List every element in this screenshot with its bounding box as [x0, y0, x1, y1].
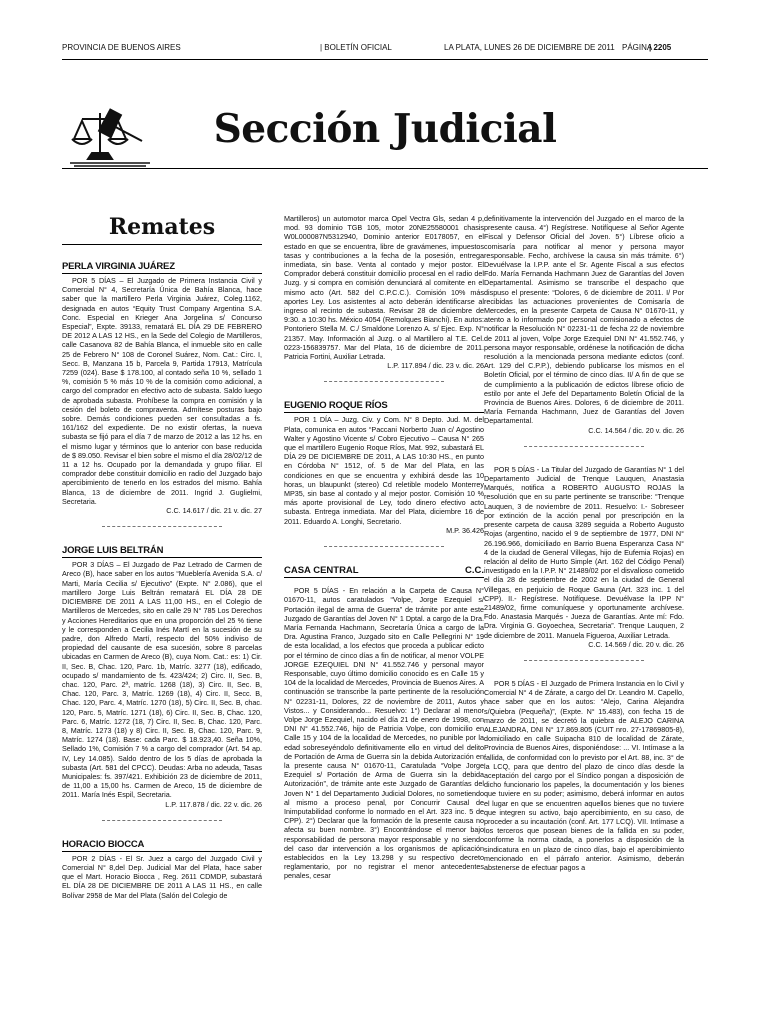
header-page-number: | 2205	[649, 43, 672, 52]
column-2	[284, 214, 484, 1014]
header-date: LA PLATA, LUNES 26 DE DICIEMBRE DE 2011	[444, 43, 615, 52]
notice-name: PERLA VIRGINIA JUÁREZ	[62, 261, 262, 274]
notice-body: POR 5 DÍAS - La Titular del Juzgado de Garantías N° 1 del Departamento Judicial de Trenque Lauquen, Anastasia Marqués, notifica a ROBERTO AUGUSTO ROJAS la resolución que en su parte pertinente se transcribe: “Trenque Lauquen, 3 de noviembre de 2011. Resuelvo: I.- Sobreseer por extinción de la acción penal por prescripción en la presente carpeta de causa 3289 seguida a Roberto Augusto Rojas (argentino, nacido el 9 de septiembre de 1977, DNI N° 26.196.966, domiciliado en Barrio Buena Esperanza Casa N° 4 de la ciudad de General Villegas, hijo de Eufemia Rojas) en relación al delito de Hurto Simple (Art. 162 del Código Penal) investigado en la I.P.P. N° 21489/02 por el disvalioso cometido el día 28 de septiembre de 2002 en la ciudad de General Villegas, en perjuicio de Roque Gauna (Art. 323 inc. 1 del CPP). II.- Regístrese. Notifíquese. Devuélvase la IPP N° 21489/02, firme comuníquese y oportunamente archívese. Fdo. Anastasia Marqués - Jueza de Garantías. Ante mí: Fdo. Dra. Virginia G. Goyoechea, Secretaria”. Trenque Lauquen, 2 de diciembre de 2011. Manuela Figueroa, Auxiliar Letrada.	[484, 464, 684, 640]
section-title: Sección Judicial	[213, 106, 557, 152]
notice-signature: L.P. 117.878 / dic. 22 v. dic. 26	[165, 799, 262, 809]
notice-signature: C.C. 14.564 / dic. 20 v. dic. 26	[588, 425, 684, 435]
notice-signature: C.C. 14.569 / dic. 20 v. dic. 26	[588, 639, 684, 649]
notice-body: POR 5 DÍAS - El Juzgado de Primera Instancia en lo Civil y Comercial N° 4 de Zárate, a cargo del Dr. Leandro M. Capello, hace saber que en los autos: “Alejo, Carina Alejandra s/Quiebra (Pequeña)”, (Expte. N° 15.483), con fecha 15 de marzo de 2011, se decretó la quiebra de ALEJO CARINA ALEJANDRA, DNI N° 17.869.805 (CUIT nro. 27-17869805-8), domiciliado en calle Suipacha 810 de localidad de Zárate, Provincia de Buenos Aires, disponiéndose: ... VI. Intímase a la fallida, de conformidad con lo previsto por el Art. 88, inc. 3° de la LCQ, para que dentro del plazo de cinco días desde la aceptación del cargo por el Síndico pongan a disposición de dicho funcionario los papeles, la documentación y los bienes que tuviere en su poder; asimismo, deberá informar en autos el lugar en que se encuentren aquellos bienes que no tuviere que integren su activo, bajo apercibimiento, en su caso, de proceder a su incautación (conf. Art. 177 LCQ). VII. Intímase a los terceros que posean bienes de la fallida en su poder, conforme la norma citada, a ponerlos a disposición de la sindicatura en un plazo de cinco días, bajo el apercibimiento mencionado en el párrafo anterior. Asimismo, deberán abstenerse de efectuar pagos a	[484, 678, 684, 872]
notice-body: POR 1 DÍA – Juzg. Civ. y Com. N° 8 Depto. Jud. M. del Plata, comunica en autos “Paccani Norberto Juan c/ Agostino Walter y Agostino Vicente s/ Cobro Ejecutivo – Causa N° 265 que el martillero Eugenio Roque Ríos, Mat. 992, subastará EL DÍA 29 DE DICIEMBRE DE 2011, A LAS 10:30 HS., en punto en Córdoba N° 1512, of. 5 de Mar del Plata, en las condiciones en que se encuentra y exhibirá desde las 10 horas, un blaupunkt (stereo) Cd reletible modelo Monterrey MP35, sin base al contado y al mejor postor. Comisión 10 % más aporte provisional de Ley, todo dinero efectivo acto subasta. Entrega inmediata. Mar del Plata, diciembre 16 de 2011. Eduardo A. Longhi, Secretario.	[284, 415, 484, 526]
notice-body: POR 2 DÍAS - El Sr. Juez a cargo del Juzgado Civil y Comercial N° 8,del Dep. Judicial Mar del Plata, hace saber que el Mart. Horacio Biocca , Reg. 2611 CDMDP, subastará EL DÍA 28 DE DICIEMBRE DE 2011 A LAS 11 HS., en calle Bolívar 2958 de Mar del Plata (Salón del Colegio de	[62, 853, 262, 900]
notice-name: HORACIO BIOCCA	[62, 839, 262, 852]
running-header	[62, 43, 708, 57]
section-rule	[62, 168, 708, 169]
notice-body: definitivamente la intervención del Juzgado en el marco de la presente causa. 4°) Regístrese. Notifíquese al Señor Agente Fiscal y Defensor Oficial del Joven. 5°) Líbrese oficio a comisaría para notificar al menor y persona mayor responsable. Fecho, archívese la causa sin más trámite. 6°) Devuélvase la I.P.P. ante el Sr. Agente Fiscal a sus efectos Fdo. María Fernanda Hachmann Juez de Garantías del Joven Departamental. Asimismo se transcribe el despacho que dispuso el presente: “Dolores, 6 de diciembre de 2011. I/ Por recibidas las actuaciones provenientes de Comisaría de Mercedes, en la presente Carpeta de Causa N° 01670-11, y atento a lo informado por personal comisionado a efectos de notificar la Resolución N° 02231-11 de fecha 22 de noviembre de 2011 al joven, Volpe Jorge Ezequiel DNI N° 41.552.746, y persona mayor responsable, ordénese la notificación de dicha resolución a la mencionada persona mediante edictos (conf. Art. 129 del C.P.P.), debiendo publicarse los mismos en el Boletín Oficial, por el término de cinco días. II/ A fin de que se de cumplimiento a la publicación de edictos líbrese oficio de estilo por ante el Jefe del Departamento Boletín Oficial de la Provincia de Buenos Aires. Dolores, 6 de diciembre de 2011. María Fernanda Hachmann, Juez de Garantías del Joven Departamental.	[484, 214, 684, 426]
notice-signature: L.P. 117.894 / dic. 23 v. dic. 26	[387, 361, 484, 371]
header-publication: | BOLETÍN OFICIAL	[320, 43, 392, 52]
casa-central-code: C.C.	[465, 565, 484, 577]
divider	[62, 244, 262, 245]
column-3	[484, 214, 684, 1014]
header-page-label: PÁGINA	[622, 43, 653, 52]
notice-name: EUGENIO ROQUE RÍOS	[284, 400, 484, 413]
divider	[324, 546, 444, 547]
remates-heading: Remates	[108, 214, 216, 240]
column-1	[62, 214, 262, 1014]
header-rule	[62, 59, 708, 60]
notice-body: POR 5 DÍAS – El Juzgado de Primera Instancia Civil y Comercial N° 4, Secretaría Única de Bahía Blanca, hace saber que la martillero Perla Virginia Juárez, Coleg.1162, designada en autos “Equity Trust Company Argentina S.A. Conc. Especial en Krieger Ana Jorgelina s/ Concurso Especial”, Expte. 39133, rematará EL DÍA 29 DE FEBRERO DE 2012 A LAS 12 HS., en la Sede del Colegio de Martilleros, calle Casanova 82 de Bahía Blanca, el inmueble sito en calle 25 de Febrero N° 108 de Coronel Suárez, Nom. Cat.: Circ. I, Secc. B, Manzana 15 b, Parcela 9, Partida 17913, Matrícula 7259 (024). Base $ 178.100, al contado seña 10 %, sellado 1 %, comisión 5 % más 10 % de la comisión como adicional, a cargo del comprador en efectivo acto de subasta. Saldo luego de aprobada subasta. Prohíbese la compra en comisión y la cesión del boleto de compraventa. Admítese posturas bajo sobre. Demás condiciones pueden ser consultadas a fs. 161/162 del expediente. De no existir ofertas, la nueva subasta se fijó para el día 7 de marzo de 2012 a las 12 hs. en el mismo lugar y términos que lo anterior con base reducida de $ 89.050. Revisar el bien sobre el mismo el día 28/02/12 de 11 a 12 hs. Ocupado por la demandada y grupo filiar. El comprador debe constituir domicilio en radio del Juzgado bajo apercibimiento de tenerlo en los estrados del mismo. Bahía Blanca, 13 de diciembre de 2011. Ingrid J. Guglielmi, Secretaria.	[62, 276, 262, 506]
casa-central-heading	[284, 565, 484, 578]
divider	[324, 381, 444, 382]
divider	[524, 446, 644, 447]
notice-name: JORGE LUIS BELTRÁN	[62, 545, 262, 558]
casa-central-label: CASA CENTRAL	[284, 565, 359, 577]
notice-body: POR 5 DÍAS - En relación a la Carpeta de Causa N° 01670-11, autos caratulados “Volpe, Jorge Ezequiel s/ Portación ilegal de arma de Guerra” de trámite por ante este Juzgado de Garantías del Joven N° 1 Dptal. a cargo de la Dra. María Fernanda Hachmann, Secretaría Única a cargo de la Dra. Agustina Franco, Juzgado sito en Calle Pellegrini N° 19 de esta localidad, a los efectos que proceda a publicar edicto por el término de cinco días a fin de notificar, al menor VOLPE JORGE EZEQUIEL DNI N° 41.552.746 y personal mayor Responsable, cuyo último domicilio conocido es en Calle 15 y 104 de la localidad de Mercedes, Provincia de Buenos Aires. A continuación se transcribe la parte pertinente de la resolución N° 02231-11, Dolores, 22 de noviembre de 2011, Autos y Vistos... y Considerando... Resuelvo: 1°) Declarar al menor Volpe Jorge Ezequiel, nacido el día 21 de enero de 1998, con DNI N° 41.552.746, hijo de Patricia Volpe, con domicilio en Calle 15 y 104 de la localidad de Mercedes, no punible por la edad sobreseyéndolo definitivamente ello en virtud del delito de Portación de Arma de Guerra sin la debida Autorización en la presente causa N° 01670-11, Caratulada “Volpe Jorge Ezequiel s/ Portación de Arma de Guerra sin la debida Autorización”, de trámite ante este Juzgado de Garantías del Joven N° 1 del Departamento Judicial Dolores, no sometiendo al mismo a proceso penal, por Concurrir Causal de Inimputabilidad conforme lo normado en el Art. 323 inc. 5 de CPP). 2°) Declarar que la formación de la presente causa no afecta su buen nombre. 3°) Encontrándose el menor bajo responsabilidad de persona mayor responsable y no siendo del caso dar intervención a los organismos de aplicación establecidos en la Ley 13.298 y su respectivo decreto reglamentario, por no registrar el menor antecedentes penales, cesar	[284, 586, 484, 881]
notice-body: POR 3 DÍAS – El Juzgado de Paz Letrado de Carmen de Areco (B), hace saber en los autos “Mueblería Avenida S.A. c/ Marti, María Cecilia s/ Ejecutivo” (Expte. N° 2.086), que el martillero Jorge Luis Beltrán rematará EL DÍA 28 DE DICIEMBRE DE 2011 A LAS 11,00 HS., en el Colegio de Martilleros de Mercedes, sito en calle 29 N° 785 Los Derechos y Acciones Hereditarios que en una proporción del 25 % tiene y le corresponden a Cecilia Inés Martí en la sucesión de su padre, don Alfredo Martí, respecto del 50% indiviso de propiedad del causante de esa sucesión, sobre 8 parcelas ubicadas en Carmen de Areco (B), cuya Nom. Cat.: es: 1) Cir. II, Sec. B, Chac. 120, Parc. 1b, Matríc. 3277 (18), edificado, ocupado s/ mandamiento de fs. 423/424; 2) Circ. II, Sec. B, chac. 120, Parc. 2ª, matríc. 1268 (18), 3) Circ. II, Sec. B, Chac. 120, Parc. 3, Matríc. 1269 (18), 4) Circ. II, Secc. B, Chac. 120, Parc. 4, Matríc. 1270 (18), 5) Circ. II, Sec. B, chac. 120, Parc. 5, Matríc. 1271 (18), 6) Circ. II, Sec. B, Chac. 120, Parc. 6, Matríc. 1272 (18, 7) Circ. II, Sec. B, Chac. 120, Parc. 8, Matríc. 1273 (18) y 8) Circ. II, Sec. B, Chac. 120, Parc. 9, Matríc. 1274 (18). Base: cada Parc. $ 18.923,40. Seña 10%, Sellado 1%, Comisión 7 % a cargo del comprador (Art. 54 ap. IV, Ley 14.085). Saldo dentro de los 5 días de aprobada la subasta (Art. 581 del CPCC). Deudas: Arba no adeuda, Tasas Municipales: fs. 397/421. Exhibición 23 de diciembre de 2011, de 11,00 a 15,00 hs. Carmen de Areco, 15 de diciembre de 2011. María Inés Espil, Secretaria.	[62, 560, 262, 800]
divider	[102, 820, 222, 821]
divider	[524, 660, 644, 661]
header-province: PROVINCIA DE BUENOS AIRES	[62, 43, 181, 52]
notice-body: Martilleros) un automotor marca Opel Vectra Gls, sedan 4 p, mod. 93 dominio TGB 105, motor 20NE25580001 chasis W0L000087N5312940, Dominio anterior E0178057, en el estado en que se encuentra, libre de gravámenes, impuestos tasas y contribuciones a la fecha de la posesión, entrega inmediata, sin base. Venta al contado y mejor postor. El Comprador deberá constituir domicilio procesal en el radio del Juzg. y si compra en comisión denunciará al comitente en el mismo acto (Art. 582 del C.P.C.C.). Comisión 10% más aportes Ley. Los asistentes al acto deberán identificarse al ingreso al recinto de subasta. Revisar 28 de diciembre de 9:30. a 10:30 hs. México 4054 (Remolques Bianchi). En autos: Pontoriero Stella M. C./ Smaldone Lorenzo A. s/ Ejec. Exp. N° 21357. May. Información al Juzg. o al Martillero al T.E. Cel. 0223-156839757. Mar del Plata, 16 de diciembre de 2011. Patricia Fortini, Auxiliar Letrada.	[284, 214, 484, 362]
notice-signature: C.C. 14.617 / dic. 21 v. dic. 27	[166, 506, 262, 516]
notice-signature: M.P. 36.426	[446, 525, 484, 535]
divider	[102, 526, 222, 527]
